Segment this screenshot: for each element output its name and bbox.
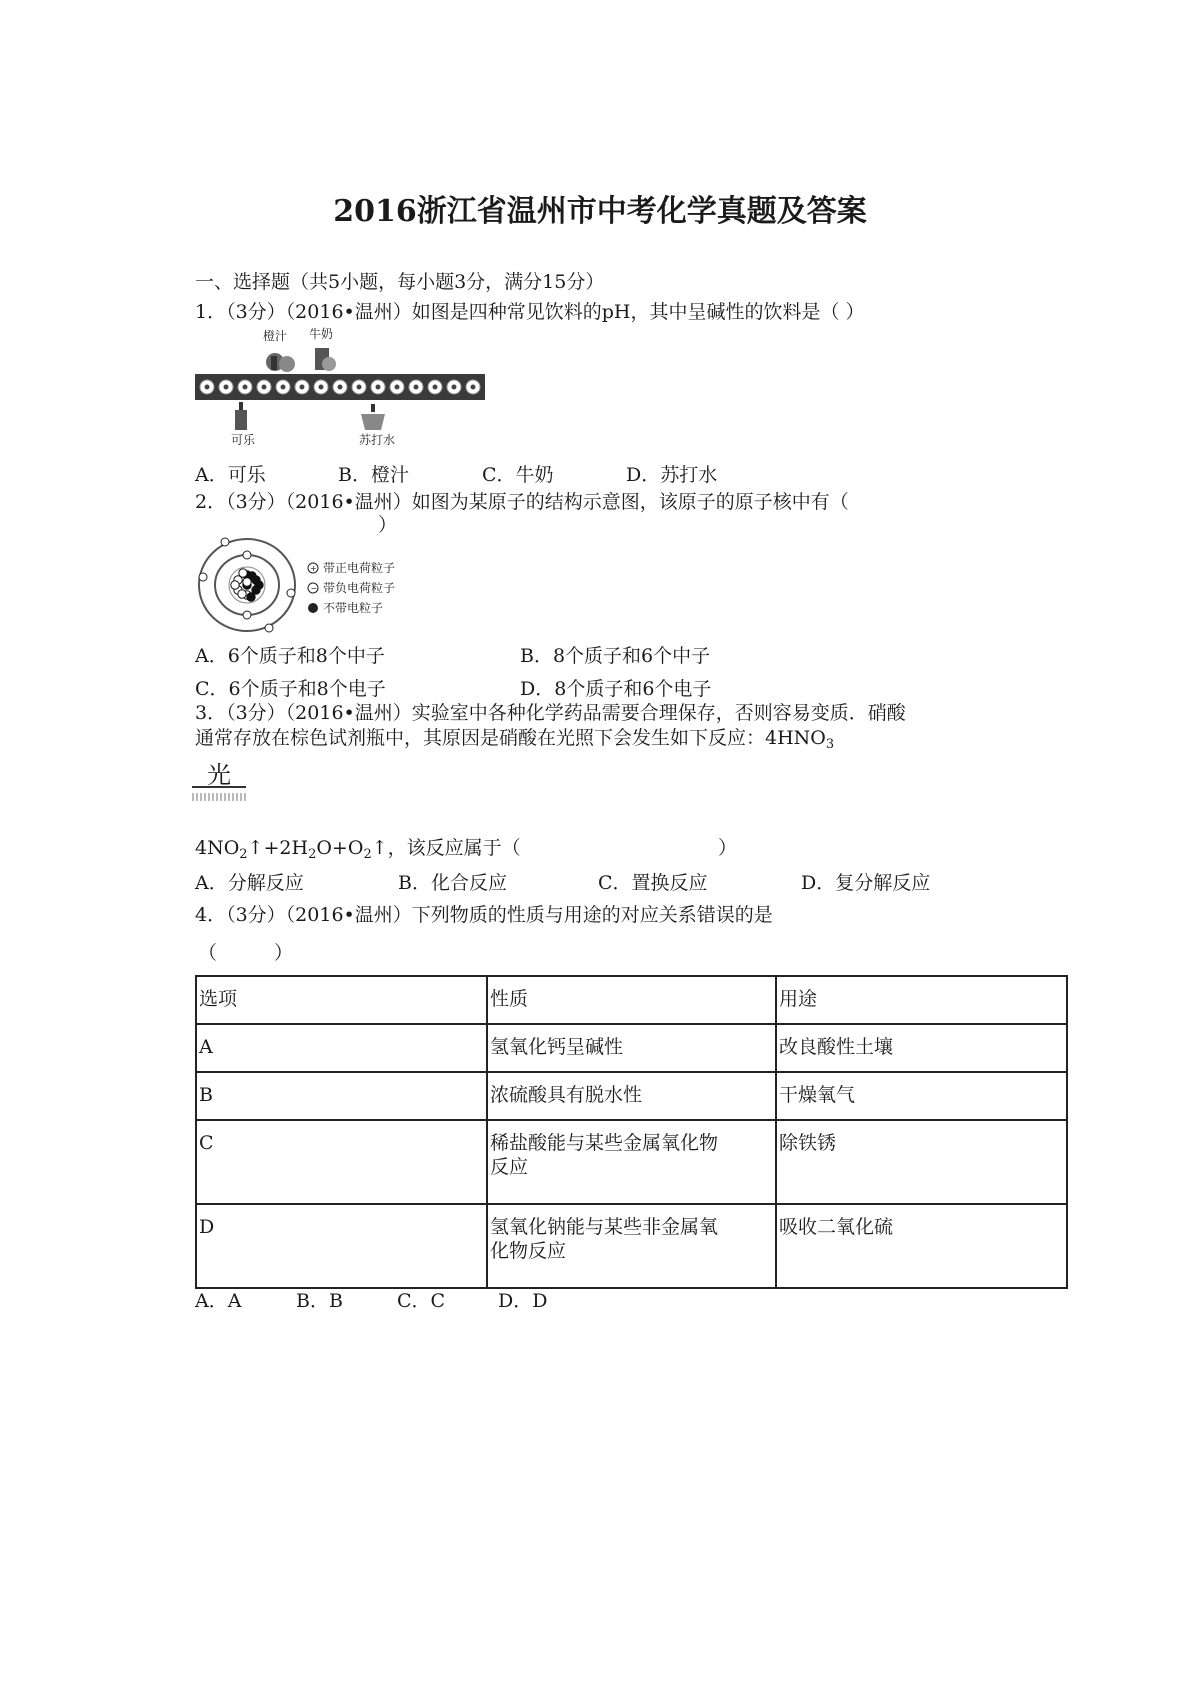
reaction-arrow-line bbox=[192, 786, 246, 788]
ph-scale-figure bbox=[195, 326, 485, 448]
q3-option-b: B．化合反应 bbox=[398, 872, 507, 894]
q4-stem: 4．（3分）（2016•温州）下列物质的性质与用途的对应关系错误的是 bbox=[195, 904, 773, 926]
q1-option-d: D．苏打水 bbox=[626, 464, 718, 486]
reaction-condition: 光 bbox=[207, 761, 231, 789]
electron-particle bbox=[243, 551, 251, 559]
q3-equation: $4NO_2↑+2H_2O+O_2↑$，该反应属于（ bbox=[195, 837, 521, 862]
table-row: A 氢氧化钙呈碱性 改良酸性土壤 bbox=[196, 1024, 1067, 1072]
electron-particle bbox=[221, 538, 229, 546]
q2-option-a: A．6个质子和8个中子 bbox=[195, 645, 385, 667]
q2-option-b: B．8个质子和6个中子 bbox=[520, 645, 711, 667]
electron-particle bbox=[265, 624, 273, 632]
section-heading: 一、选择题（共5小题，每小题3分，满分15分） bbox=[195, 271, 605, 293]
q4-option-b: B．B bbox=[296, 1290, 343, 1312]
label-milk: 牛奶 bbox=[309, 327, 334, 341]
reaction-arrow-dots bbox=[192, 793, 246, 801]
q3-line1: 3．（3分）（2016•温州）实验室中各种化学药品需要合理保存，否则容易变质．硝酸 bbox=[195, 702, 906, 724]
q2-option-c: C．6个质子和8个电子 bbox=[195, 678, 386, 700]
proton-particle bbox=[231, 581, 239, 589]
electron-particle bbox=[287, 589, 295, 597]
header-property: 性质 bbox=[487, 976, 776, 1024]
ph-values bbox=[200, 380, 480, 394]
q3-option-a: A．分解反应 bbox=[195, 872, 304, 894]
svg-text:−: − bbox=[310, 584, 318, 593]
q1-stem: 1．（3分）（2016•温州）如图是四种常见饮料的pH，其中呈碱性的饮料是（ ） bbox=[195, 301, 865, 323]
label-cola: 可乐 bbox=[231, 433, 256, 447]
label-orange-juice: 橙汁 bbox=[263, 329, 288, 343]
q4-option-d: D．D bbox=[498, 1290, 548, 1312]
svg-text:+: + bbox=[310, 564, 317, 573]
proton-particle bbox=[238, 590, 246, 598]
atom-structure-figure bbox=[195, 535, 407, 635]
q4-option-c: C．C bbox=[397, 1290, 446, 1312]
properties-table bbox=[195, 975, 1068, 1289]
q2-stem-end: ） bbox=[378, 514, 398, 536]
neutron-particle bbox=[255, 581, 263, 589]
svg-text:带负电荷粒子: 带负电荷粒子 bbox=[323, 581, 396, 595]
page-title: 2016浙江省温州市中考化学真题及答案 bbox=[333, 194, 867, 229]
proton-particle bbox=[243, 578, 251, 586]
neutron-particle bbox=[247, 593, 255, 601]
proton-particle bbox=[239, 569, 247, 577]
table-header-row bbox=[196, 976, 1067, 1024]
q3-option-d: D．复分解反应 bbox=[801, 872, 931, 894]
label-soda: 苏打水 bbox=[359, 433, 396, 447]
q2-option-d: D．8个质子和6个电子 bbox=[520, 678, 712, 700]
q3-line2: 通常存放在棕色试剂瓶中，其原因是硝酸在光照下会发生如下反应：$4HNO_3$ bbox=[195, 727, 835, 752]
q4-option-a: A．A bbox=[195, 1290, 242, 1312]
table-row: D 氢氧化钠能与某些非金属氧 化物反应 吸收二氧化硫 bbox=[196, 1204, 1067, 1288]
q1-option-a: A．可乐 bbox=[195, 464, 266, 486]
header-option: 选项 bbox=[196, 976, 487, 1024]
q1-option-b: B．橙汁 bbox=[338, 464, 409, 486]
legend-neutral bbox=[308, 600, 383, 615]
electron-particle bbox=[243, 611, 251, 619]
legend-negative bbox=[308, 580, 395, 595]
svg-text:带正电荷粒子: 带正电荷粒子 bbox=[323, 561, 396, 575]
svg-text:不带电粒子: 不带电粒子 bbox=[323, 601, 384, 615]
table-row: B 浓硫酸具有脱水性 干燥氧气 bbox=[196, 1072, 1067, 1120]
electron-particle bbox=[199, 573, 207, 581]
q4-paren: （ ） bbox=[198, 942, 294, 964]
legend-positive bbox=[308, 560, 395, 575]
q2-stem: 2．（3分）（2016•温州）如图为某原子的结构示意图，该原子的原子核中有（ bbox=[195, 491, 849, 513]
q1-option-c: C．牛奶 bbox=[482, 464, 554, 486]
q3-equation-end: ） bbox=[718, 837, 738, 859]
table-row: C 稀盐酸能与某些金属氧化物 反应 除铁锈 bbox=[196, 1120, 1067, 1204]
header-use: 用途 bbox=[776, 976, 1067, 1024]
q3-option-c: C．置换反应 bbox=[598, 872, 708, 894]
